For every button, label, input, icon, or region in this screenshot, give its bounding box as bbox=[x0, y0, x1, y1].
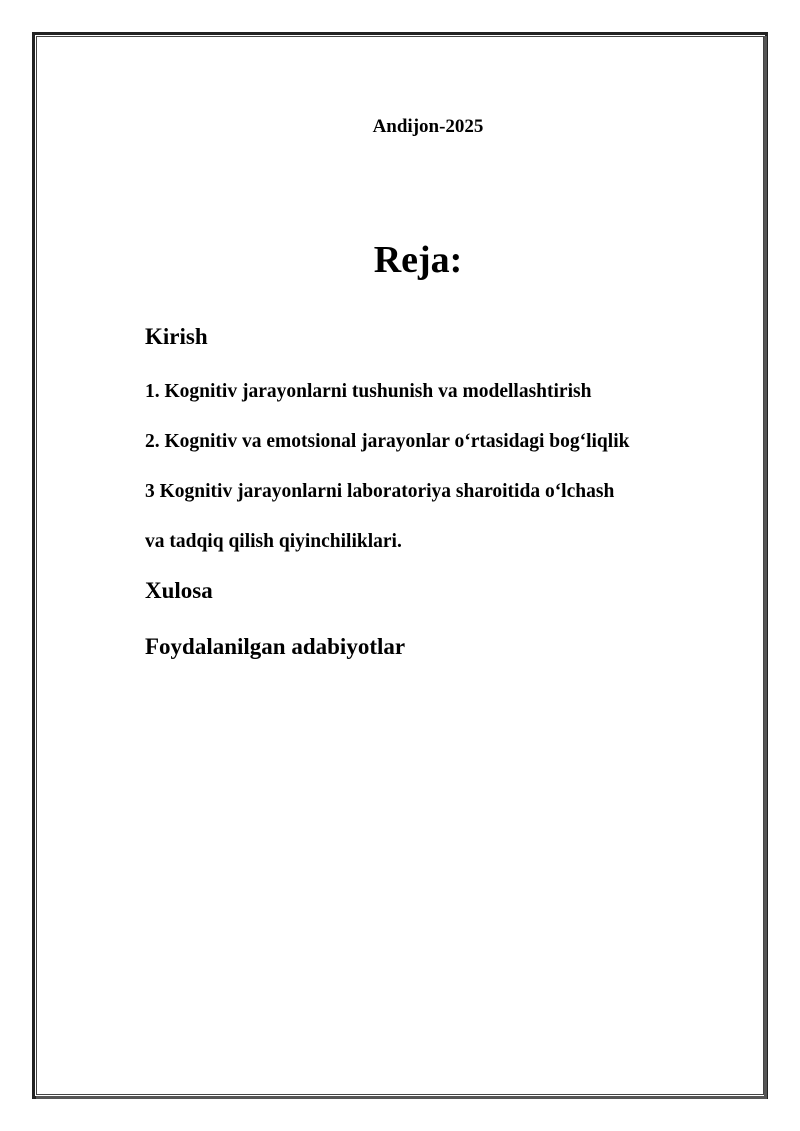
toc-item-3: 3 Kognitiv jarayonlarni laboratoriya sharoitida o‘lchash bbox=[145, 481, 615, 502]
toc-item-references: Foydalanilgan adabiyotlar bbox=[145, 634, 406, 659]
page-border-inner bbox=[36, 36, 764, 1095]
toc-item-1: 1. Kognitiv jarayonlarni tushunish va modellashtirish bbox=[145, 381, 592, 402]
toc-item-conclusion: Xulosa bbox=[145, 578, 213, 603]
toc-item-2: 2. Kognitiv va emotsional jarayonlar o‘rtasidagi bog‘liqlik bbox=[145, 431, 630, 452]
page-border-shadow-right bbox=[764, 36, 767, 1099]
page-border-shadow-bottom bbox=[36, 1096, 767, 1099]
toc-item-3-continuation: va tadqiq qilish qiyinchiliklari. bbox=[145, 531, 402, 552]
plan-title: Reja: bbox=[373, 239, 463, 281]
toc-item-introduction: Kirish bbox=[145, 324, 208, 349]
city-year: Andijon-2025 bbox=[372, 116, 484, 137]
